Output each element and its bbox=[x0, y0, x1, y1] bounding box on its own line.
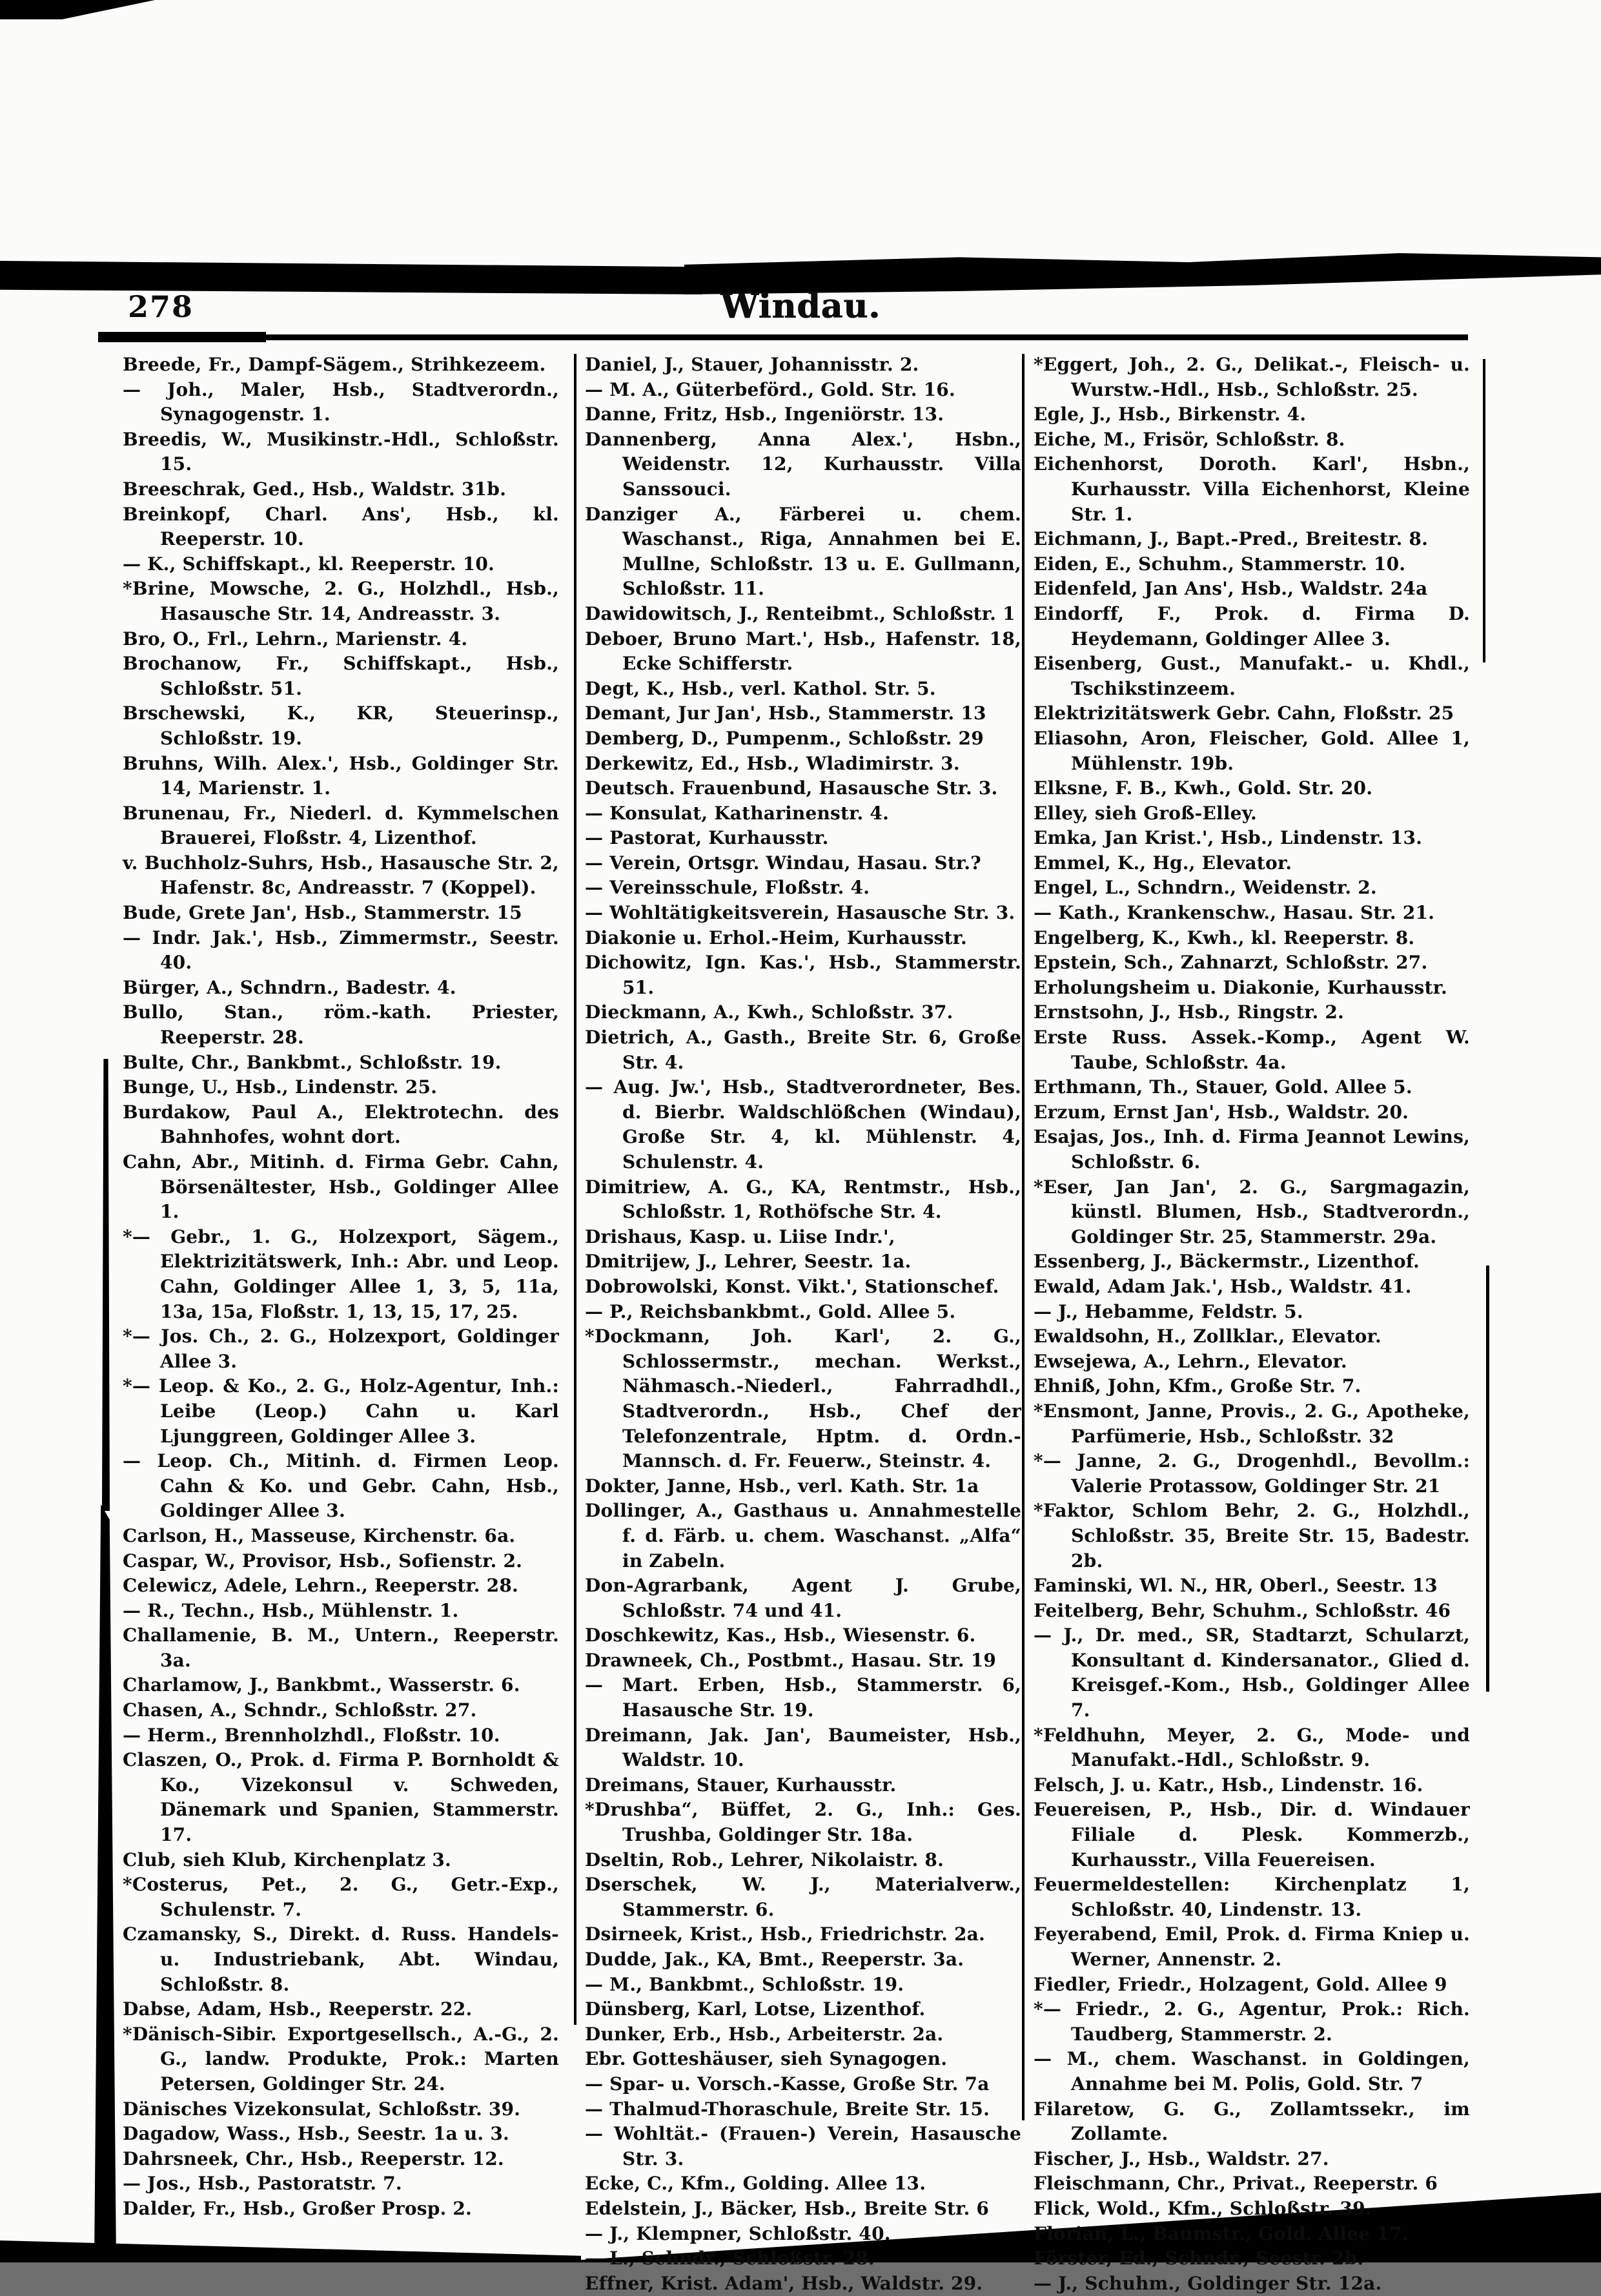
directory-entry: Eindorff, F., Prok. d. Firma D. Heydemann, Goldinger Allee 3. bbox=[1034, 602, 1470, 650]
directory-entry: Dokter, Janne, Hsb., verl. Kath. Str. 1a bbox=[585, 1475, 979, 1497]
directory-entry: — R., Techn., Hsb., Mühlenstr. 1. bbox=[123, 1599, 459, 1621]
scan-artifact-bottom-left bbox=[0, 2240, 581, 2262]
directory-entry: — P., Reichsbankbmt., Gold. Allee 5. bbox=[585, 1300, 956, 1322]
directory-entry: Dreimann, Jak. Jan', Baumeister, Hsb., Waldstr. 10. bbox=[585, 1724, 1021, 1771]
scan-artifact-left-streak bbox=[94, 1504, 116, 2262]
directory-entry: Dietrich, A., Gasth., Breite Str. 6, Große Str. 4. bbox=[585, 1027, 1021, 1073]
directory-entry: *Dockmann, Joh. Karl', 2. G., Schlossermstr., mechan. Werkst., Nähmasch.-Niederl., Fahrradhdl., Stadtverordn., Hsb., Chef der Telefonzentrale, Hptm. d. Ordn.-Mannsch. d. Fr. Feuerw., Steinstr. 4. bbox=[585, 1326, 1021, 1472]
directory-entry: Challamenie, B. M., Untern., Reeperstr. 3a. bbox=[123, 1625, 559, 1671]
directory-entry: Dseltin, Rob., Lehrer, Nikolaistr. 8. bbox=[585, 1849, 944, 1871]
directory-entry: Dichowitz, Ign. Kas.', Hsb., Stammerstr. 51. bbox=[585, 952, 1021, 998]
directory-entry: — M. A., Güterbeförd., Gold. Str. 16. bbox=[585, 378, 955, 400]
directory-entry: Czamansky, S., Direkt. d. Russ. Handels- u. Industriebank, Abt. Windau, Schloßstr. 8. bbox=[123, 1923, 559, 1995]
page-title: Windau. bbox=[720, 287, 881, 326]
directory-entry: — M., chem. Waschanst. in Goldingen, Annahme bei M. Polis, Gold. Str. 7 bbox=[1034, 2048, 1470, 2095]
directory-entry: *— Leop. & Ko., 2. G., Holz-Agentur, Inh.: Leibe (Leop.) Cahn u. Karl Ljunggreen, Goldinger Allee 3. bbox=[123, 1375, 559, 1447]
directory-entry: Essenberg, J., Bäckermstr., Lizenthof. bbox=[1034, 1251, 1420, 1273]
directory-entry: — J., Schuhm., Goldinger Str. 12a. bbox=[1034, 2272, 1382, 2294]
directory-entry: *Eser, Jan Jan', 2. G., Sargmagazin, künstl. Blumen, Hsb., Stadtverordn., Goldinger Str. 25, Stammerstr. 29a. bbox=[1034, 1176, 1470, 1247]
directory-entry: — Joh., Maler, Hsb., Stadtverordn., Synagogenstr. 1. bbox=[123, 378, 559, 425]
directory-entry: Bruhns, Wilh. Alex.', Hsb., Goldinger Str. 14, Marienstr. 1. bbox=[123, 752, 559, 799]
directory-entry: Dmitrijew, J., Lehrer, Seestr. 1a. bbox=[585, 1251, 912, 1273]
directory-entry: — Indr. Jak.', Hsb., Zimmermstr., Seestr. 40. bbox=[123, 927, 559, 974]
directory-entry: Deutsch. Frauenbund, Hasausche Str. 3. bbox=[585, 777, 998, 799]
directory-entry: Dollinger, A., Gasthaus u. Annahmestelle f. d. Färb. u. chem. Waschanst. „Alfa“ in Zabeln. bbox=[585, 1500, 1021, 1572]
directory-entry: Filaretow, G. G., Zollamtssekr., im Zollamte. bbox=[1034, 2098, 1470, 2145]
directory-entry: Epstein, Sch., Zahnarzt, Schloßstr. 27. bbox=[1034, 952, 1428, 974]
directory-entry: *Eggert, Joh., 2. G., Delikat.-, Fleisch- u. Wurstw.-Hdl., Hsb., Schloßstr. 25. bbox=[1034, 354, 1470, 400]
directory-entry: Brunenau, Fr., Niederl. d. Kymmelschen Brauerei, Floßstr. 4, Lizenthof. bbox=[123, 802, 559, 849]
directory-entry: — Wohltätigkeitsverein, Hasausche Str. 3. bbox=[585, 902, 1015, 924]
directory-entry: Dänisches Vizekonsulat, Schloßstr. 39. bbox=[123, 2098, 521, 2120]
directory-entry: *Faktor, Schlom Behr, 2. G., Holzhdl., Schloßstr. 35, Breite Str. 15, Badestr. 2b. bbox=[1034, 1500, 1470, 1572]
directory-entry: Danne, Fritz, Hsb., Ingeniörstr. 13. bbox=[585, 404, 944, 425]
directory-entry: — Vereinsschule, Floßstr. 4. bbox=[585, 877, 870, 899]
directory-entry: Felsch, J. u. Katr., Hsb., Lindenstr. 16. bbox=[1034, 1774, 1423, 1796]
directory-entry: Dudde, Jak., KA, Bmt., Reeperstr. 3a. bbox=[585, 1949, 964, 1970]
directory-entry: Ewsejewa, A., Lehrn., Elevator. bbox=[1034, 1350, 1347, 1372]
directory-entry: — J., Hebamme, Feldstr. 5. bbox=[1034, 1300, 1303, 1322]
directory-entry: Bürger, A., Schndrn., Badestr. 4. bbox=[123, 976, 456, 998]
directory-entry: Chasen, A., Schndr., Schloßstr. 27. bbox=[123, 1699, 477, 1721]
directory-entry: Bullo, Stan., röm.-kath. Priester, Reeperstr. 28. bbox=[123, 1001, 559, 1049]
directory-entry: Esajas, Jos., Inh. d. Firma Jeannot Lewins, Schloßstr. 6. bbox=[1034, 1126, 1470, 1173]
directory-entry: Diakonie u. Erhol.-Heim, Kurhausstr. bbox=[585, 927, 967, 948]
directory-entry: Erholungsheim u. Diakonie, Kurhausstr. bbox=[1034, 976, 1447, 998]
column-rule-2 bbox=[1022, 354, 1025, 2120]
directory-entry: *— Friedr., 2. G., Agentur, Prok.: Rich. Taudberg, Stammerstr. 2. bbox=[1034, 1998, 1470, 2045]
directory-entry: Dimitriew, A. G., KA, Rentmstr., Hsb., Schloßstr. 1, Rothöfsche Str. 4. bbox=[585, 1176, 1021, 1223]
directory-entry: Bunge, U., Hsb., Lindenstr. 25. bbox=[123, 1076, 438, 1098]
directory-entry: Deboer, Bruno Mart.', Hsb., Hafenstr. 18, Ecke Schifferstr. bbox=[585, 628, 1021, 675]
directory-entry: Ecke, C., Kfm., Golding. Allee 13. bbox=[585, 2173, 926, 2195]
scan-artifact-top-corner bbox=[0, 0, 155, 19]
directory-entry: Engelberg, K., Kwh., kl. Reeperstr. 8. bbox=[1034, 927, 1415, 948]
directory-entry: — L., Schndr., Schloßstr. 28. bbox=[585, 2248, 875, 2270]
directory-entry: Brochanow, Fr., Schiffskapt., Hsb., Schloßstr. 51. bbox=[123, 653, 559, 699]
directory-entry: *Ensmont, Janne, Provis., 2. G., Apotheke, Parfümerie, Hsb., Schloßstr. 32 bbox=[1034, 1400, 1470, 1447]
directory-entry: Eiche, M., Frisör, Schloßstr. 8. bbox=[1034, 428, 1345, 450]
directory-entry: — Leop. Ch., Mitinh. d. Firmen Leop. Cahn & Ko. und Gebr. Cahn, Hsb., Goldinger Allee 3. bbox=[123, 1450, 559, 1522]
directory-entry: Eichmann, J., Bapt.-Pred., Breitestr. 8. bbox=[1034, 528, 1429, 550]
directory-entry: Elksne, F. B., Kwh., Gold. Str. 20. bbox=[1034, 777, 1373, 799]
directory-entry: Demant, Jur Jan', Hsb., Stammerstr. 13 bbox=[585, 702, 986, 724]
directory-entry: *Costerus, Pet., 2. G., Getr.-Exp., Schulenstr. 7. bbox=[123, 1874, 559, 1920]
directory-entry: Emmel, K., Hg., Elevator. bbox=[1034, 852, 1292, 874]
directory-entry: Dünsberg, Karl, Lotse, Lizenthof. bbox=[585, 1998, 926, 2020]
directory-entry: Dabse, Adam, Hsb., Reeperstr. 22. bbox=[123, 1998, 473, 2020]
directory-entry: — Aug. Jw.', Hsb., Stadtverordneter, Bes. d. Bierbr. Waldschlößchen (Windau), Große Str. 4, kl. Mühlenstr. 4, Schulenstr. 4. bbox=[585, 1076, 1021, 1173]
directory-entry: Förster, Ed., Schndr., Seestr. 2b. bbox=[1034, 2248, 1364, 2270]
directory-entry: Breedis, W., Musikinstr.-Hdl., Schloßstr. 15. bbox=[123, 428, 559, 475]
directory-entry: Drishaus, Kasp. u. Liise Indr.', bbox=[585, 1225, 895, 1247]
directory-entry: Erste Russ. Assek.-Komp., Agent W. Taube, Schloßstr. 4a. bbox=[1034, 1027, 1470, 1073]
directory-entry: Dawidowitsch, J., Renteibmt., Schloßstr. 1 bbox=[585, 602, 1015, 624]
directory-entry: Burdakow, Paul A., Elektrotechn. des Bahnhofes, wohnt dort. bbox=[123, 1101, 559, 1148]
column-rule-1 bbox=[574, 354, 576, 2025]
directory-entry: Derkewitz, Ed., Hsb., Wladimirstr. 3. bbox=[585, 752, 960, 774]
directory-entry: Ebr. Gotteshäuser, sieh Synagogen. bbox=[585, 2048, 948, 2070]
directory-entry: *Feldhuhn, Meyer, 2. G., Mode- und Manufakt.-Hdl., Schloßstr. 9. bbox=[1034, 1724, 1470, 1771]
directory-entry: *— Gebr., 1. G., Holzexport, Sägem., Elektrizitätswerk, Inh.: Abr. und Leop. Cahn, Goldinger Allee 1, 3, 5, 11a, 13a, 15a, Floßstr. 1, 13, 15, 17, 25. bbox=[123, 1225, 559, 1322]
header-rule-left bbox=[98, 332, 266, 342]
directory-entry: Feyerabend, Emil, Prok. d. Firma Kniep u. Werner, Annenstr. 2. bbox=[1034, 1923, 1470, 1970]
directory-entry: Elley, sieh Groß-Elley. bbox=[1034, 802, 1257, 824]
directory-entry: — Mart. Erben, Hsb., Stammerstr. 6, Hasausche Str. 19. bbox=[585, 1674, 1021, 1721]
directory-entry: Feuermeldestellen: Kirchenplatz 1, Schloßstr. 40, Lindenstr. 13. bbox=[1034, 1874, 1470, 1920]
directory-entry: Flick, Wold., Kfm., Schloßstr. 39. bbox=[1034, 2197, 1372, 2219]
directory-entry: Erthmann, Th., Stauer, Gold. Allee 5. bbox=[1034, 1076, 1412, 1098]
directory-entry: Effner, Krist. Adam', Hsb., Waldstr. 29. bbox=[585, 2272, 983, 2294]
directory-entry: Faminski, Wl. N., HR, Oberl., Seestr. 13 bbox=[1034, 1575, 1438, 1597]
directory-entry: Dagadow, Wass., Hsb., Seestr. 1a u. 3. bbox=[123, 2123, 509, 2145]
directory-entry: Demberg, D., Pumpenm., Schloßstr. 29 bbox=[585, 727, 984, 749]
directory-entry: Ehniß, John, Kfm., Große Str. 7. bbox=[1034, 1375, 1361, 1397]
directory-entry: Club, sieh Klub, Kirchenplatz 3. bbox=[123, 1849, 451, 1871]
directory-entry: Bude, Grete Jan', Hsb., Stammerstr. 15 bbox=[123, 902, 522, 924]
directory-entry: Dreimans, Stauer, Kurhausstr. bbox=[585, 1774, 897, 1796]
directory-entry: Fischer, J., Hsb., Waldstr. 27. bbox=[1034, 2147, 1329, 2169]
directory-entry: Don-Agrarbank, Agent J. Grube, Schloßstr. 74 und 41. bbox=[585, 1575, 1021, 1621]
directory-entry: Bulte, Chr., Bankbmt., Schloßstr. 19. bbox=[123, 1051, 502, 1073]
directory-entry: — M., Bankbmt., Schloßstr. 19. bbox=[585, 1973, 904, 1995]
directory-entry: *— Janne, 2. G., Drogenhdl., Bevollm.: Valerie Protassow, Goldinger Str. 21 bbox=[1034, 1450, 1470, 1497]
directory-entry: — Konsulat, Katharinenstr. 4. bbox=[585, 802, 890, 824]
directory-entry: Danziger A., Färberei u. chem. Waschanst., Riga, Annahmen bei E. Mullne, Schloßstr. 13 u. E. Gullmann, Schloßstr. 11. bbox=[585, 503, 1021, 600]
directory-entry: Fleischmann, Chr., Privat., Reeperstr. 6 bbox=[1034, 2173, 1438, 2195]
directory-entry: Feitelberg, Behr, Schuhm., Schloßstr. 46 bbox=[1034, 1599, 1451, 1621]
directory-entry: Drawneek, Ch., Postbmt., Hasau. Str. 19 bbox=[585, 1649, 997, 1671]
page-number: 278 bbox=[128, 289, 194, 324]
directory-entry: v. Buchholz-Suhrs, Hsb., Hasausche Str. 2, Hafenstr. 8c, Andreasstr. 7 (Koppel). bbox=[123, 852, 559, 899]
right-edge-rule-bottom bbox=[1486, 1266, 1489, 1692]
directory-entry: Degt, K., Hsb., verl. Kathol. Str. 5. bbox=[585, 677, 936, 699]
directory-entry: — Herm., Brennholzhdl., Floßstr. 10. bbox=[123, 1724, 500, 1746]
directory-entry: Eiden, E., Schuhm., Stammerstr. 10. bbox=[1034, 553, 1406, 575]
directory-entry: *Brine, Mowsche, 2. G., Holzhdl., Hsb., Hasausche Str. 14, Andreasstr. 3. bbox=[123, 578, 559, 624]
directory-entry: *Drushba“, Büffet, 2. G., Inh.: Ges. Trushba, Goldinger Str. 18a. bbox=[585, 1799, 1021, 1846]
directory-entry: Feuereisen, P., Hsb., Dir. d. Windauer Filiale d. Plesk. Kommerzb., Kurhausstr., Villa Feuereisen. bbox=[1034, 1799, 1470, 1871]
directory-entry: — Pastorat, Kurhausstr. bbox=[585, 827, 829, 849]
directory-entry: — Thalmud-Thoraschule, Breite Str. 15. bbox=[585, 2098, 990, 2120]
directory-entry: Erzum, Ernst Jan', Hsb., Waldstr. 20. bbox=[1034, 1101, 1409, 1123]
right-edge-rule-top bbox=[1483, 359, 1485, 662]
directory-entry: Eliasohn, Aron, Fleischer, Gold. Allee 1, Mühlenstr. 19b. bbox=[1034, 727, 1470, 774]
directory-entry: — K., Schiffskapt., kl. Reeperstr. 10. bbox=[123, 553, 495, 575]
directory-entry: — Verein, Ortsgr. Windau, Hasau. Str.? bbox=[585, 852, 981, 874]
directory-entry: Florian, L., Baumstr., Gold. Allee 17. bbox=[1034, 2222, 1409, 2244]
directory-entry: Dieckmann, A., Kwh., Schloßstr. 37. bbox=[585, 1001, 953, 1023]
directory-entry: — J., Dr. med., SR, Stadtarzt, Schularzt, Konsultant d. Kindersanator., Glied d. Kreisgef.-Kom., Hsb., Goldinger Allee 7. bbox=[1034, 1625, 1470, 1721]
directory-entry: Ewaldsohn, H., Zollklar., Elevator. bbox=[1034, 1326, 1382, 1348]
header-rule bbox=[266, 334, 1468, 340]
directory-entry: Cahn, Abr., Mitinh. d. Firma Gebr. Cahn, Börsenältester, Hsb., Goldinger Allee 1. bbox=[123, 1151, 559, 1223]
directory-entry: *— Jos. Ch., 2. G., Holzexport, Goldinger Allee 3. bbox=[123, 1326, 559, 1372]
directory-entry: Doschkewitz, Kas., Hsb., Wiesenstr. 6. bbox=[585, 1625, 976, 1646]
directory-entry: Ernstsohn, J., Hsb., Ringstr. 2. bbox=[1034, 1001, 1345, 1023]
directory-entry: Edelstein, J., Bäcker, Hsb., Breite Str. 6 bbox=[585, 2197, 990, 2219]
directory-entry: Ewald, Adam Jak.', Hsb., Waldstr. 41. bbox=[1034, 1275, 1412, 1297]
directory-entry: Breeschrak, Ged., Hsb., Waldstr. 31b. bbox=[123, 478, 507, 500]
directory-entry: Dunker, Erb., Hsb., Arbeiterstr. 2a. bbox=[585, 2023, 944, 2045]
directory-entry: Egle, J., Hsb., Birkenstr. 4. bbox=[1034, 404, 1307, 425]
directory-entry: Dannenberg, Anna Alex.', Hsbn., Weidenstr. 12, Kurhausstr. Villa Sanssouci. bbox=[585, 428, 1021, 500]
directory-entry: Claszen, O., Prok. d. Firma P. Bornholdt & Ko., Vizekonsul v. Schweden, Dänemark und Spanien, Stammerstr. 17. bbox=[123, 1749, 559, 1846]
directory-entry: Dalder, Fr., Hsb., Großer Prosp. 2. bbox=[123, 2197, 472, 2219]
directory-entry: Eidenfeld, Jan Ans', Hsb., Waldstr. 24a bbox=[1034, 578, 1428, 600]
directory-entry: Eisenberg, Gust., Manufakt.- u. Khdl., Tschikstinzeem. bbox=[1034, 653, 1470, 699]
directory-entry: Caspar, W., Provisor, Hsb., Sofienstr. 2. bbox=[123, 1550, 523, 1572]
directory-entry: Dobrowolski, Konst. Vikt.', Stationschef. bbox=[585, 1275, 999, 1297]
directory-column-2 bbox=[585, 353, 1021, 2296]
directory-entry: Engel, L., Schndrn., Weidenstr. 2. bbox=[1034, 877, 1377, 899]
directory-entry: Brschewski, K., KR, Steuerinsp., Schloßstr. 19. bbox=[123, 702, 559, 749]
directory-entry: — Jos., Hsb., Pastoratstr. 7. bbox=[123, 2173, 402, 2195]
directory-entry: Fiedler, Friedr., Holzagent, Gold. Allee 9 bbox=[1034, 1973, 1447, 1995]
directory-column-3 bbox=[1034, 353, 1470, 2296]
directory-entry: Eichenhorst, Doroth. Karl', Hsbn., Kurhausstr. Villa Eichenhorst, Kleine Str. 1. bbox=[1034, 453, 1470, 525]
directory-entry: — Spar- u. Vorsch.-Kasse, Große Str. 7a bbox=[585, 2073, 990, 2095]
directory-entry: Carlson, H., Masseuse, Kirchenstr. 6a. bbox=[123, 1524, 516, 1546]
directory-entry: *Dänisch-Sibir. Exportgesellsch., A.-G., 2. G., landw. Produkte, Prok.: Marten Petersen, Goldinger Str. 24. bbox=[123, 2023, 559, 2095]
directory-entry: Breede, Fr., Dampf-Sägem., Strihkezeem. bbox=[123, 354, 546, 375]
directory-entry: Emka, Jan Krist.', Hsb., Lindenstr. 13. bbox=[1034, 827, 1423, 849]
directory-entry: — Wohltät.- (Frauen-) Verein, Hasausche Str. 3. bbox=[585, 2123, 1021, 2169]
directory-entry: Dsirneek, Krist., Hsb., Friedrichstr. 2a. bbox=[585, 1923, 985, 1945]
directory-entry: Daniel, J., Stauer, Johannisstr. 2. bbox=[585, 354, 919, 375]
directory-entry: — J., Klempner, Schloßstr. 40. bbox=[585, 2222, 891, 2244]
directory-entry: Dahrsneek, Chr., Hsb., Reeperstr. 12. bbox=[123, 2147, 504, 2169]
directory-entry: Breinkopf, Charl. Ans', Hsb., kl. Reeperstr. 10. bbox=[123, 503, 559, 550]
directory-entry: Elektrizitätswerk Gebr. Cahn, Floßstr. 25 bbox=[1034, 702, 1454, 724]
directory-entry: Celewicz, Adele, Lehrn., Reeperstr. 28. bbox=[123, 1575, 518, 1597]
directory-entry: — Kath., Krankenschw., Hasau. Str. 21. bbox=[1034, 902, 1435, 924]
directory-entry: Dserschek, W. J., Materialverw., Stammerstr. 6. bbox=[585, 1874, 1021, 1920]
scan-artifact-left-streak-thin bbox=[102, 1059, 110, 1511]
directory-entry: Charlamow, J., Bankbmt., Wasserstr. 6. bbox=[123, 1674, 520, 1696]
directory-column-1 bbox=[123, 353, 559, 2222]
directory-entry: Bro, O., Frl., Lehrn., Marienstr. 4. bbox=[123, 628, 468, 650]
